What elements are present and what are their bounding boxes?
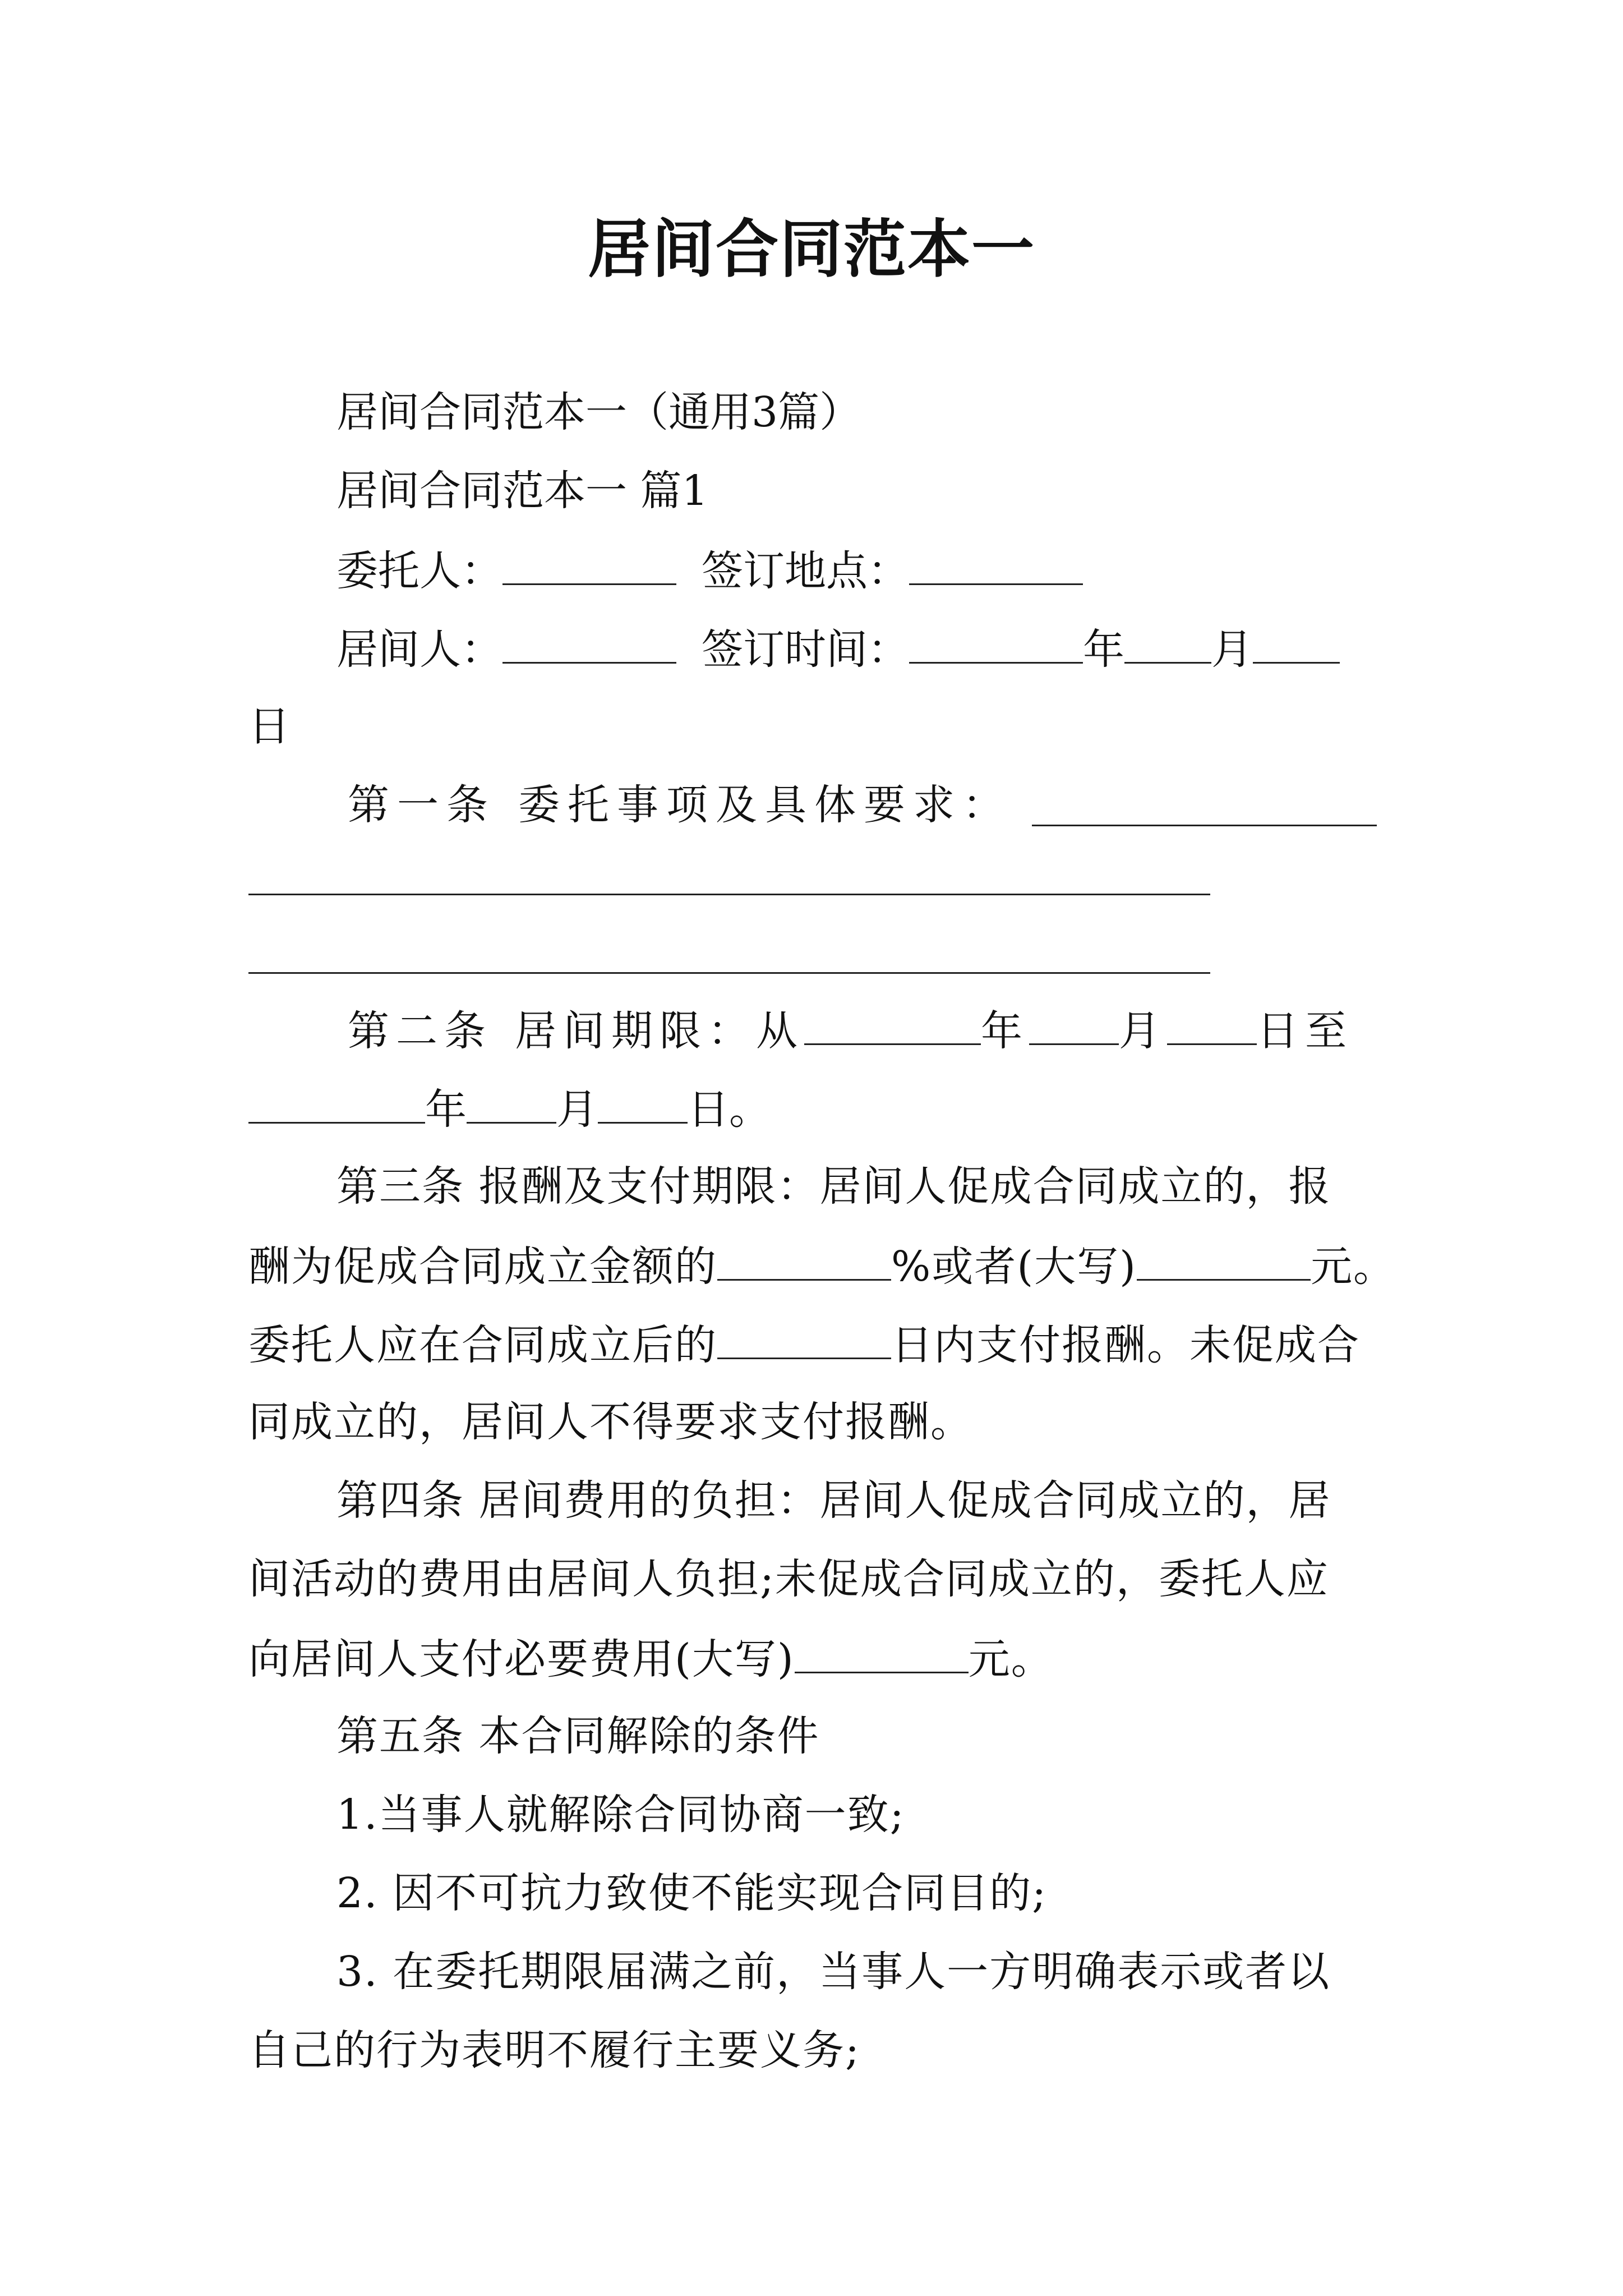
article3-line3 — [248, 1321, 1360, 1369]
article5-item3-line2: 自己的行为表明不履行主要义务; — [248, 2026, 860, 2074]
entrustor-label: 委托人： — [336, 547, 502, 595]
article1-blank-3[interactable] — [248, 972, 1210, 974]
year-label: 年 — [1083, 625, 1124, 674]
article3-line2-a: 酬为促成合同成立金额的 — [248, 1243, 717, 1291]
article4-line2: 间活动的费用由居间人负担;未促成合同成立的，委托人应 — [248, 1555, 1329, 1603]
intermediary-row — [336, 625, 1340, 674]
place-blank[interactable] — [909, 549, 1083, 585]
period-start-day-blank[interactable] — [1167, 1009, 1257, 1045]
period-year-label: 年 — [981, 1007, 1029, 1055]
section-heading: 居间合同范本一 篇1 — [336, 467, 708, 515]
day-label: 日 — [248, 702, 290, 751]
article3-line3-a: 委托人应在合同成立后的 — [248, 1321, 717, 1369]
article3-line2 — [248, 1243, 1396, 1291]
period-day-to-label: 日至 — [1257, 1007, 1353, 1055]
article1-label: 第一条 — [348, 781, 496, 829]
article2-label: 第二条 — [348, 1007, 492, 1055]
period-end-day-label: 日。 — [688, 1085, 771, 1134]
period-start-month-blank[interactable] — [1029, 1009, 1119, 1045]
article1-row — [348, 781, 1012, 829]
period-end-month-label: 月 — [556, 1085, 598, 1134]
article4-line3-a: 向居间人支付必要费用(大写) — [248, 1635, 795, 1683]
time-label: 签订时间： — [702, 625, 909, 674]
article2-row-2 — [248, 1085, 771, 1134]
expense-amount-blank[interactable] — [795, 1637, 969, 1673]
article4-line3-b: 元。 — [968, 1635, 1054, 1683]
intermediary-label: 居间人： — [336, 625, 502, 674]
intermediary-blank[interactable] — [502, 627, 676, 664]
article3-line2-c: 元。 — [1311, 1243, 1396, 1291]
article4-line1: 第四条 居间费用的负担：居间人促成合同成立的，居 — [336, 1476, 1331, 1525]
article5-item3-line1: 3. 在委托期限届满之前，当事人一方明确表示或者以 — [336, 1948, 1331, 1996]
document-title: 居间合同范本一 — [588, 213, 1035, 286]
document-subtitle: 居间合同范本一（通用3篇） — [336, 388, 861, 436]
period-month-label: 月 — [1119, 1007, 1167, 1055]
article1-blank-2[interactable] — [248, 894, 1210, 895]
entrustor-blank[interactable] — [502, 549, 676, 585]
article1-text: 委托事项及具体要求： — [518, 781, 1012, 829]
period-end-day-blank[interactable] — [598, 1087, 688, 1124]
article3-line2-b: %或者(大写) — [891, 1243, 1137, 1291]
period-end-month-blank[interactable] — [467, 1087, 556, 1124]
article5-item1: 1.当事人就解除合同协商一致; — [336, 1791, 905, 1839]
period-end-year-blank[interactable] — [248, 1087, 425, 1124]
article3-line1: 第三条 报酬及支付期限：居间人促成合同成立的，报 — [336, 1162, 1331, 1211]
article3-line4: 同成立的，居间人不得要求支付报酬。 — [248, 1398, 973, 1446]
sign-year-blank[interactable] — [909, 627, 1083, 664]
article2-row — [348, 1007, 1353, 1055]
article5-heading: 第五条 本合同解除的条件 — [336, 1712, 820, 1760]
entrustor-row — [336, 547, 1083, 595]
sign-month-blank[interactable] — [1124, 627, 1211, 664]
place-label: 签订地点： — [702, 547, 909, 595]
article2-text: 居间期限：从 — [515, 1007, 804, 1055]
month-label: 月 — [1211, 625, 1253, 674]
article5-item2: 2. 因不可抗力致使不能实现合同目的; — [336, 1869, 1048, 1917]
period-start-year-blank[interactable] — [804, 1009, 981, 1045]
article1-blank-1[interactable] — [1032, 825, 1377, 826]
commission-amount-blank[interactable] — [1137, 1244, 1311, 1281]
article3-line3-b: 日内支付报酬。未促成合 — [891, 1321, 1360, 1369]
article4-line3 — [248, 1635, 1054, 1683]
commission-percent-blank[interactable] — [717, 1244, 891, 1281]
sign-day-blank[interactable] — [1253, 627, 1340, 664]
period-end-year-label: 年 — [425, 1085, 467, 1134]
payment-days-blank[interactable] — [717, 1323, 891, 1359]
